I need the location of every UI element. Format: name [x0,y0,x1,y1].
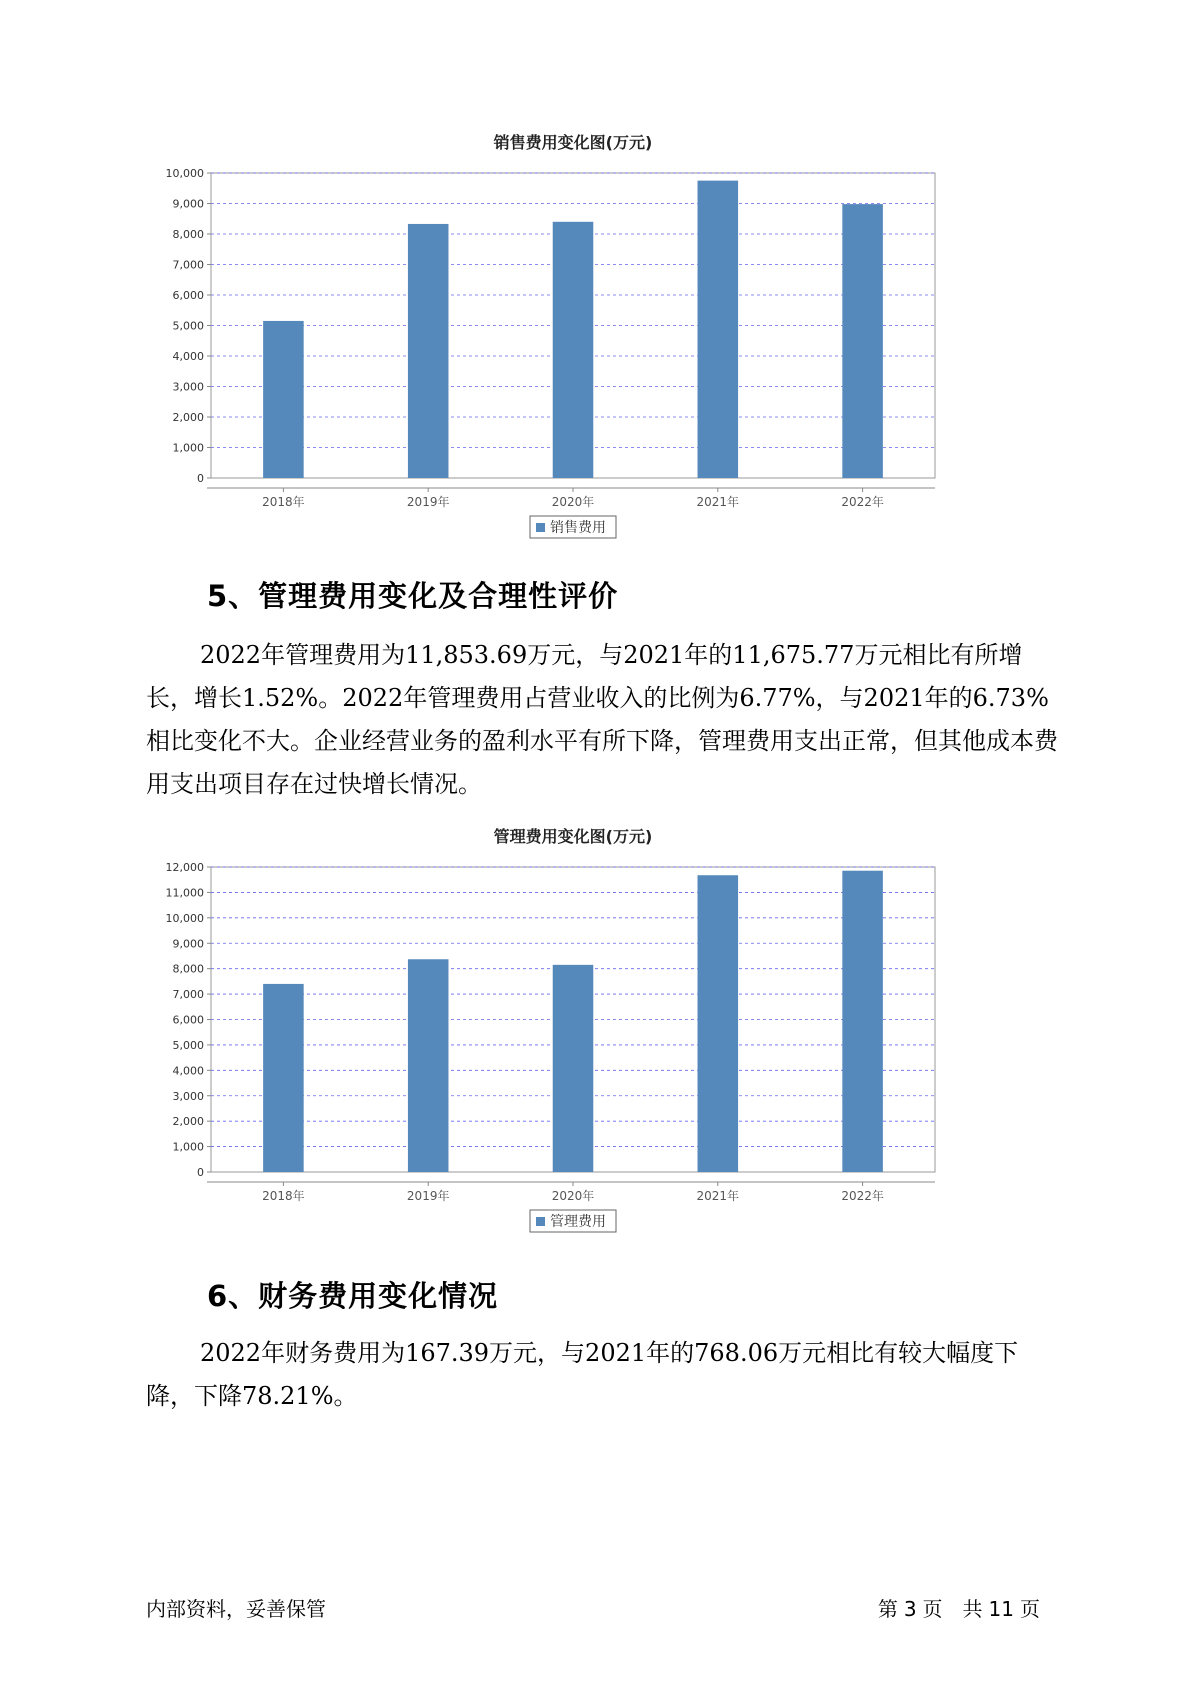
chart2-y-tick-label: 5,000 [172,1038,204,1052]
section5-text: 2022年管理费用为11,853.69万元，与2021年的11,675.77万元相比有所增长，增长1.52%。2022年管理费用占营业收入的比例为6.77%，与2021年的6.73%相比变化不大。企业经营业务的盈利水平有所下降，管理费用支出正常，但其他成本费用支出项目存在过快增长情况。 [146,641,1058,798]
chart1-x-tick-label: 2018年 [262,495,305,509]
chart2-y-tick-label: 9,000 [172,937,204,951]
chart2-y-tick-label: 10,000 [165,911,204,925]
admin-expense-chart-svg [160,822,1020,1242]
chart2-y-tick-label: 3,000 [172,1089,204,1103]
chart1-bar [698,181,739,478]
chart1-title: 销售费用变化图(万元) [493,133,653,152]
chart1-y-tick-label: 10,000 [165,167,204,180]
page-prefix: 第 [877,1597,898,1621]
chart2-bar [263,984,304,1172]
chart1-x-tick-label: 2019年 [406,495,450,509]
page-number: 3 [903,1597,917,1621]
section5-paragraph [146,634,1061,806]
chart2-y-tick-label: 2,000 [172,1115,204,1129]
section6-text: 2022年财务费用为167.39万元，与2021年的768.06万元相比有较大幅度下降，下降78.21%。 [146,1339,1019,1410]
chart1-x-tick-label: 2020年 [551,495,595,509]
chart2-title: 管理费用变化图(万元) [493,827,653,846]
chart2-bar [553,965,594,1172]
chart2-legend [530,1210,616,1232]
chart1-y-tick-label: 4,000 [172,350,204,363]
footer-page-info [875,1593,1043,1622]
chart2-y-tick-label: 12,000 [165,861,204,874]
chart1-y-tick-label: 5,000 [172,319,204,333]
chart2-x-tick-label: 2018年 [262,1189,305,1203]
chart1-y-tick-label: 3,000 [172,380,204,394]
chart2-y-tick-label: 8,000 [172,962,204,976]
chart2-y-tick-label: 6,000 [172,1013,204,1027]
chart1-y-tick-label: 7,000 [172,258,204,272]
section6-heading: 6、财务费用变化情况 [207,1279,499,1313]
chart2-y-tick-label: 4,000 [172,1064,204,1078]
chart1-y-tick-label: 8,000 [172,228,204,241]
chart2-x-tick-label: 2022年 [841,1189,884,1203]
chart1-legend-swatch [536,523,545,532]
sales-expense-chart [160,128,1020,548]
page-mid: 页 共 [922,1597,983,1621]
section5-heading: 5、管理费用变化及合理性评价 [207,579,619,613]
chart2-y-tick-label: 1,000 [172,1140,204,1154]
chart2-x-tick-label: 2020年 [551,1189,595,1203]
chart1-bar [263,321,304,478]
chart1-y-tick-label: 2,000 [172,411,204,424]
chart1-x-tick-label: 2021年 [696,495,740,509]
chart2-bar [842,871,883,1172]
chart2-bar [698,875,739,1172]
chart2-legend-label: 管理费用 [550,1214,606,1230]
chart1-bar [408,224,449,478]
chart1-y-tick-label: 0 [197,472,204,485]
chart2-x-tick-label: 2021年 [696,1189,740,1203]
chart1-legend-label: 销售费用 [550,520,606,536]
footer-confidential: 内部资料，妥善保管 [146,1597,326,1621]
section6-paragraph [146,1332,1061,1418]
admin-expense-chart [160,822,1020,1242]
sales-expense-chart-svg [160,128,1020,548]
chart1-y-tick-label: 6,000 [172,289,204,302]
chart1-legend [530,516,616,538]
chart1-y-tick-label: 9,000 [172,197,204,211]
chart1-y-tick-label: 1,000 [172,441,204,455]
chart1-bar [842,204,883,478]
chart2-x-tick-label: 2019年 [406,1189,450,1203]
chart2-y-tick-label: 7,000 [172,988,204,1002]
chart2-bar [408,959,449,1172]
chart2-y-tick-label: 0 [197,1166,204,1179]
chart1-x-tick-label: 2022年 [841,495,884,509]
chart2-legend-swatch [536,1217,545,1226]
page-total: 11 [988,1597,1014,1621]
chart1-bar [553,222,594,478]
page-suffix: 页 [1020,1597,1040,1621]
chart2-y-tick-label: 11,000 [165,886,204,900]
